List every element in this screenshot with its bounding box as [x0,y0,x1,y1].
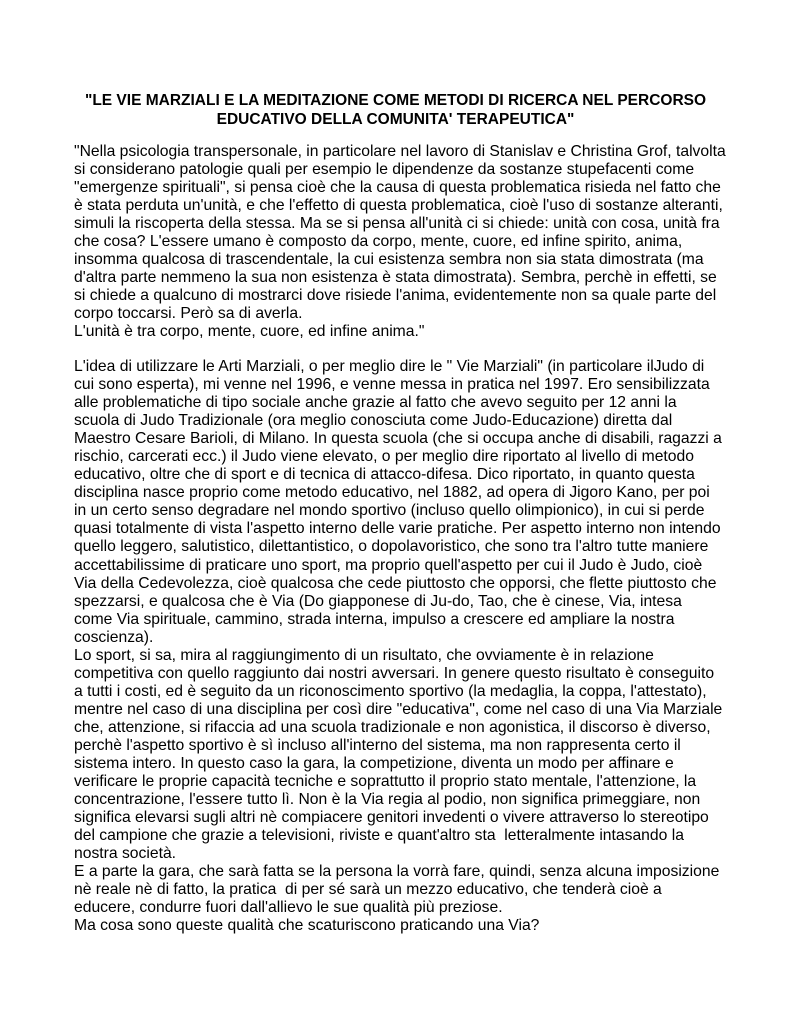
body-line: Via della Cedevolezza, cioè qualcosa che cede piuttosto che opporsi, che flette piuttosto che [74,574,717,592]
body-line: E a parte la gara, che sarà fatta se la persona la vorrà fare, quindi, senza alcuna imposizione [74,863,720,881]
quote-line: si considerano patologie quali per esempio le dipendenze da sostanze stupefacenti come [74,161,695,179]
body-line: significa elevarsi sugli altri nè compiacere genitori invedenti o vivere attraverso lo stereotipo [74,809,709,827]
body-line: sistema intero. In questo caso la gara, la competizione, diventa un modo per affinare e [74,755,674,773]
body-line: disciplina nasce proprio come metodo educativo, nel 1882, ad opera di Jigoro Kano, per poi [74,484,710,502]
quote-line: corpo toccarsi. Però sa di averla. [74,305,303,323]
quote-line: d'altra parte nemmeno la sua non esistenza è stata dimostrata). Sembra, perchè in effetti, se [74,269,717,287]
body-line: educativo, oltre che di sport e di tecnica di attacco-difesa. Dico riportato, in quanto questa [74,466,695,484]
quote-line: "Nella psicologia transpersonale, in particolare nel lavoro di Stanislav e Christina Grof, talvolta [74,143,726,160]
body-line: competitiva con quello raggiunto dai nostri avversari. In genere questo risultato è conseguito [74,664,715,682]
quote-line: "emergenze spirituali", si pensa cioè che la causa di questa problematica risieda nel fatto che [74,179,721,197]
body-line: L'idea di utilizzare le Arti Marziali, o per meglio dire le " Vie Marziali" (in particolare ilJudo di [74,358,705,375]
body-line: perchè l'aspetto sportivo è sì incluso all'interno del sistema, ma non rappresenta certo il [74,736,681,754]
body-line: quello leggero, salutistico, dilettantistico, o dopolavoristico, che sono tra l'altro tutte maniere [74,538,709,556]
body-line: nè reale nè di fatto, la pratica di per sé sarà un mezzo educativo, che tenderà cioè a [74,881,662,899]
title-line: EDUCATIVO DELLA COMUNITA' TERAPEUTICA" [216,111,575,128]
body-line: alle problematiche di tipo sociale anche grazie al fatto che avevo seguito per 12 anni la [74,394,677,412]
body-line: scuola di Judo Tradizionale (ora meglio conosciuta come Judo-Educazione) diretta dal [74,412,673,430]
body-line: nostra società. [74,845,177,863]
body-line: concentrazione, l'essere tutto lì. Non è la Via regia al podio, non significa primeggiare, non [74,791,701,809]
body-line: Lo sport, si sa, mira al raggiungimento di un risultato, che ovviamente è in relazione [74,646,654,664]
body-line: verificare le proprie capacità tecniche e soprattutto il proprio stato mentale, l'attenzione, la [74,773,697,791]
body-line: cui sono esperta), mi venne nel 1996, e venne messa in pratica nel 1997. Ero sensibilizzata [74,376,710,394]
body-line: coscienza). [74,628,154,646]
quote-line: che cosa? L'essere umano è composto da corpo, mente, cuore, ed infine spirito, anima, [74,233,683,251]
quote-paragraph [74,143,754,342]
body-paragraph [74,358,754,936]
body-line: quasi totalmente di vista l'aspetto interno delle varie pratiche. Per aspetto interno non intendo [74,520,721,538]
body-line: educere, condurre fuori dall'allievo le sue qualità più preziose. [74,899,503,917]
body-line: spezzarsi, e qualcosa che è Via (Do giapponese di Ju-do, Tao, che è cinese, Via, intesa [74,592,682,610]
body-line: che, attenzione, si rifaccia ad una scuola tradizionale e non agonistica, il discorso è diverso, [74,718,711,736]
body-line: del campione che grazie a televisioni, riviste e quant'altro sta letteralmente intasando la [74,827,684,845]
body-line: in un certo senso degradare nel mondo sportivo (incluso quello olimpionico), in cui si perde [74,502,705,520]
quote-line: L'unità è tra corpo, mente, cuore, ed infine anima." [74,323,425,341]
body-line: Ma cosa sono queste qualità che scaturiscono praticando una Via? [74,917,540,935]
body-line: mentre nel caso di una disciplina per così dire "educativa", come nel caso di una Via Marziale [74,700,723,718]
body-line: a tutti i costi, ed è seguito da un riconoscimento sportivo (la medaglia, la coppa, l'attestato), [74,682,707,700]
title-line: "LE VIE MARZIALI E LA MEDITAZIONE COME METODI DI RICERCA NEL PERCORSO [84,92,707,109]
body-line: come Via spirituale, cammino, strada interna, impulso a crescere ed ampliare la nostra [74,610,675,628]
quote-line: è stata perduta un'unità, e che l'effetto di questa problematica, cioè l'uso di sostanze alteranti, [74,197,723,215]
document-title [60,91,731,129]
body-line: rischio, carcerati ecc.) il Judo viene elevato, o per meglio dire riportato al livello di metodo [74,448,694,466]
quote-line: si chiede a qualcuno di mostrarci dove risiede l'anima, evidentemente non sa quale parte del [74,287,717,305]
body-line: accettabilissime di praticare uno sport, ma proprio quell'aspetto per cui il Judo è Judo, cioè [74,556,703,574]
quote-line: simuli la riscoperta della stessa. Ma se si pensa all'unità ci si chiede: unità con cosa, unità fra [74,215,720,233]
quote-line: insomma qualcosa di trascendentale, la cui esistenza sembra non sia stata dimostrata (ma [74,251,704,269]
body-line: Maestro Cesare Barioli, di Milano. In questa scuola (che si occupa anche di disabili, ragazzi a [74,430,722,448]
